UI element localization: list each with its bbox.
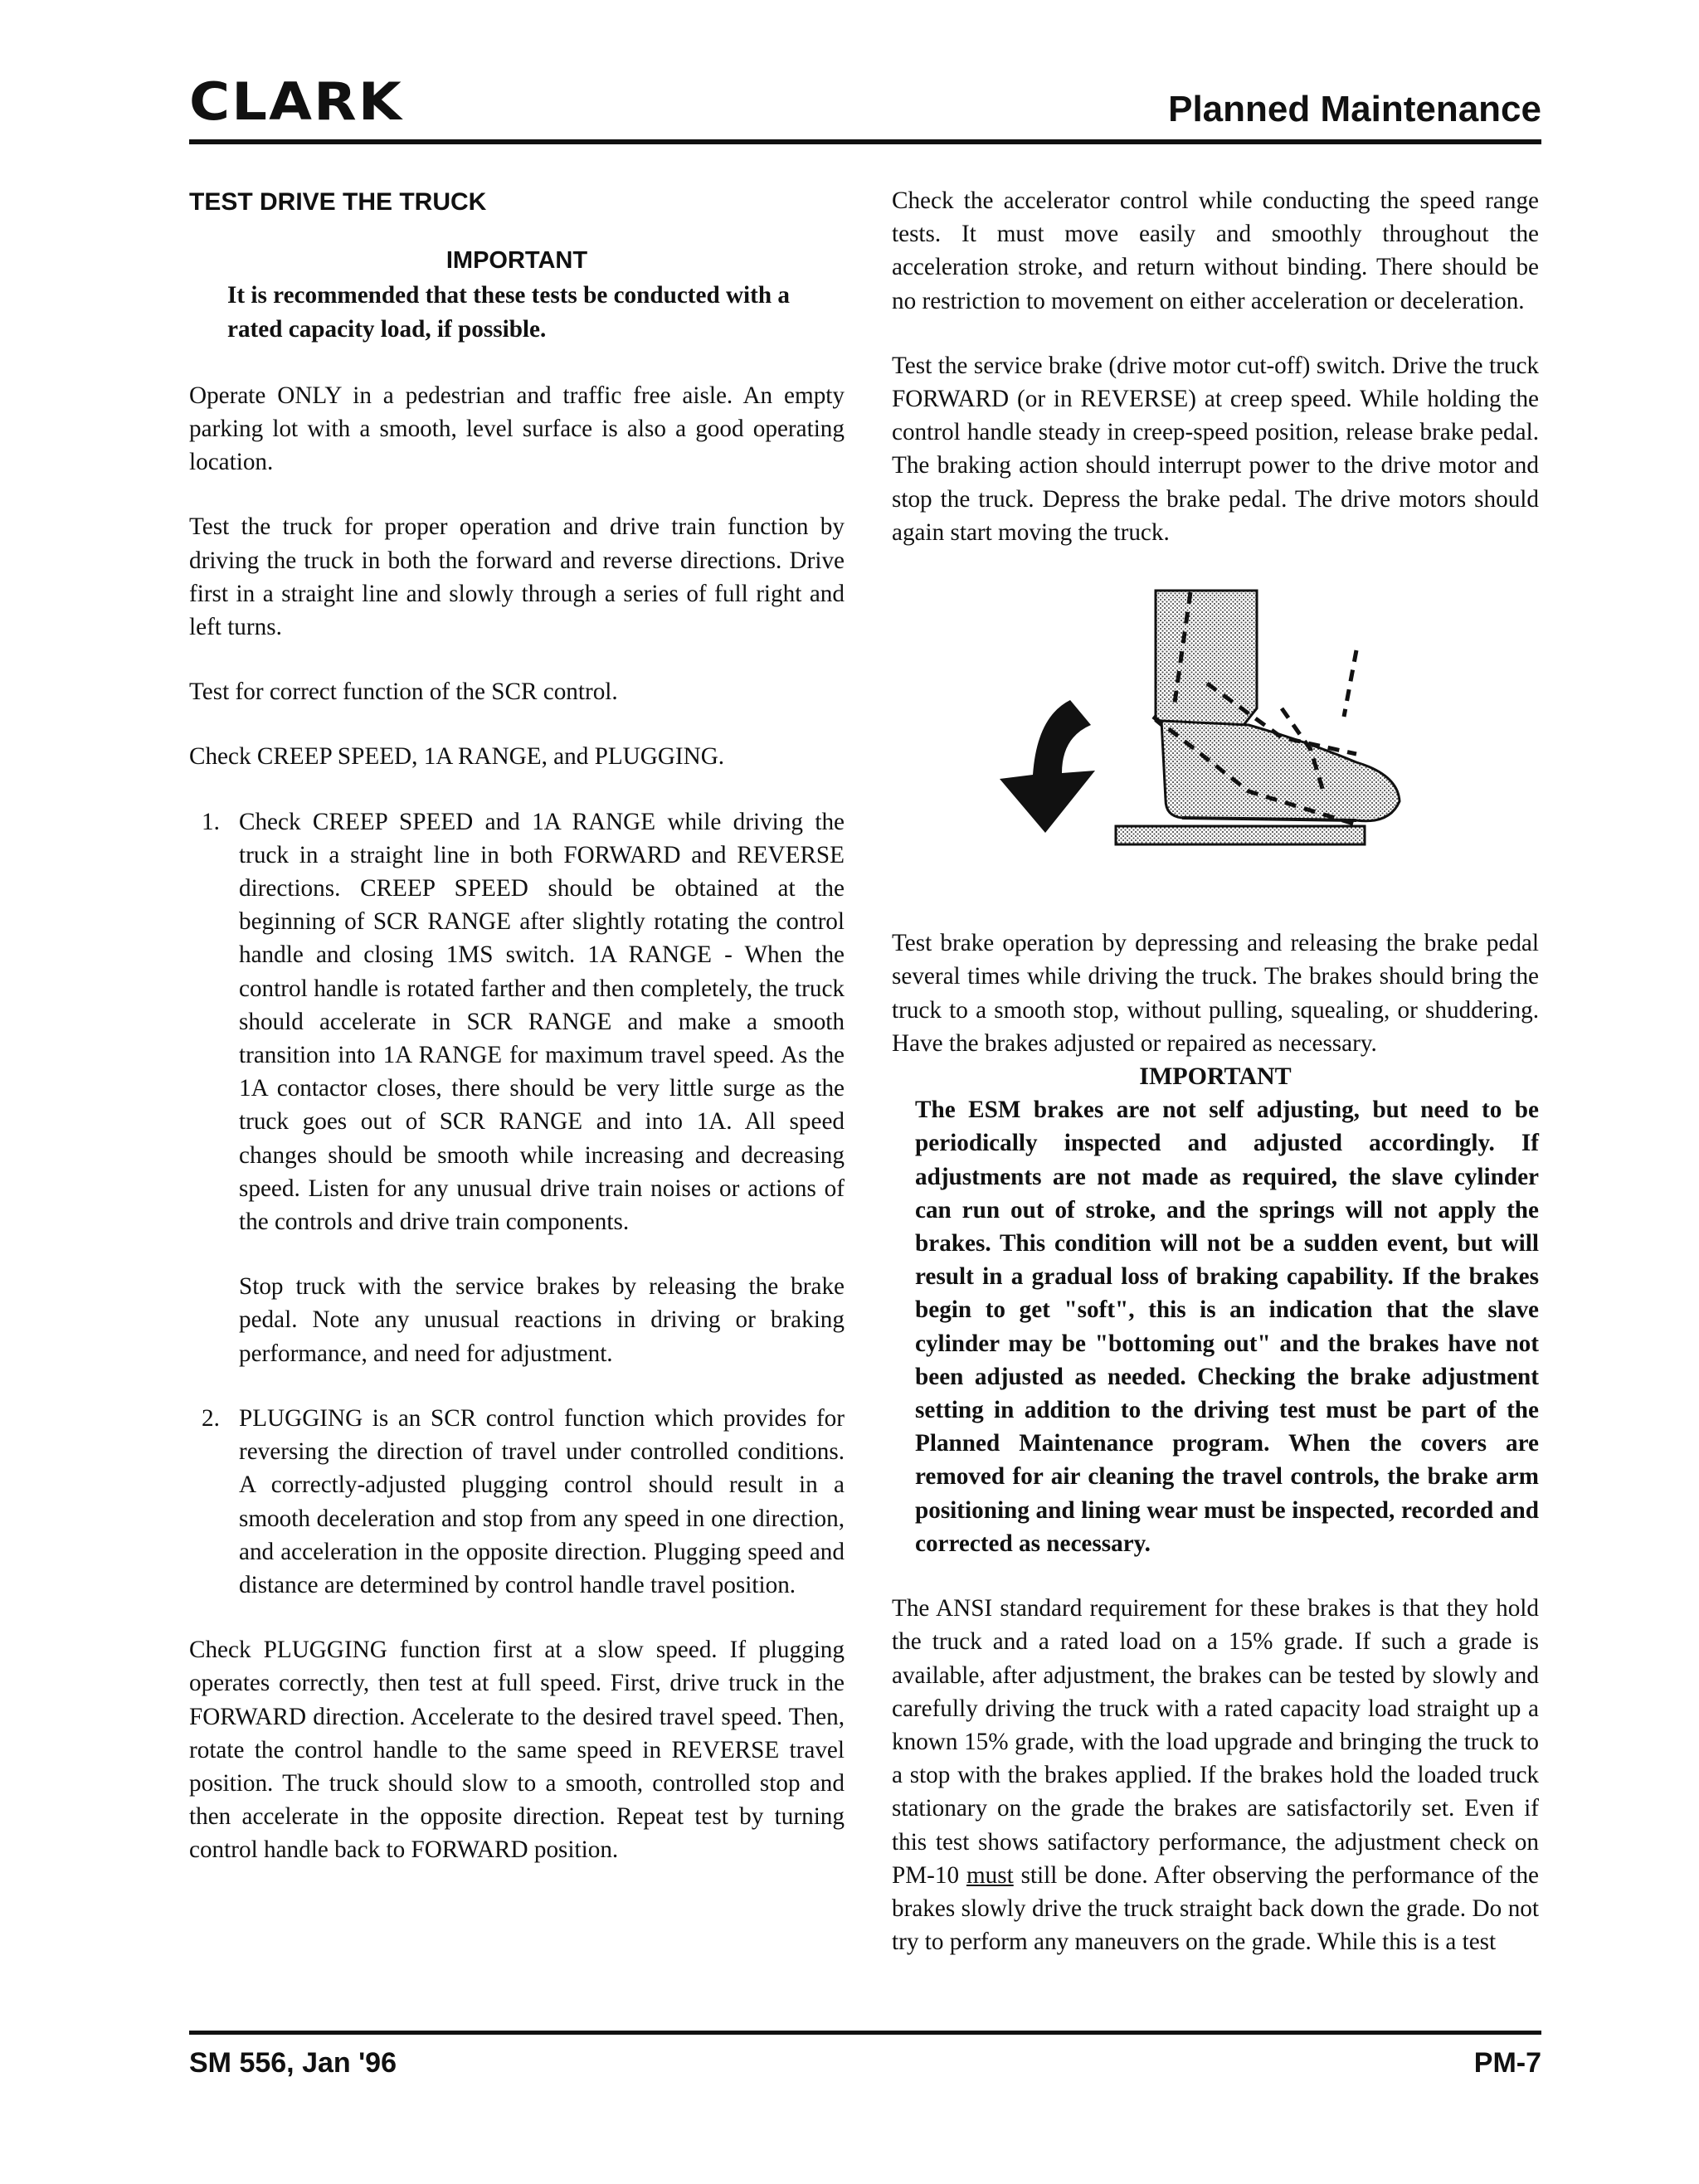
important-title: IMPORTANT <box>1139 1063 1292 1091</box>
paragraph-scr: Test for correct function of the SCR control. <box>189 679 618 706</box>
left-column <box>189 184 845 1899</box>
paragraph-check: Check CREEP SPEED, 1A RANGE, and PLUGGING. <box>189 743 725 771</box>
footer-manual-ref: SM 556, Jan '96 <box>189 2047 397 2079</box>
paragraph-brake-operation: Test brake operation by depressing and releasing the brake pedal several times while driving the truck. The brakes should bring the truck to a smooth stop, without pulling, squealing, or shuddering. Have the brakes adjusted or repaired as necessary. <box>892 930 1539 1057</box>
paragraph-ansi <box>892 1592 1539 1958</box>
list-item-text: Stop truck with the service brakes by releasing the brake pedal. Note any unusual reactions in driving or braking performance, and need for adjustment. <box>239 1273 845 1367</box>
important-note <box>189 244 845 346</box>
paragraph-service-brake: Test the service brake (drive motor cut-off) switch. Drive the truck FORWARD (or in REVERSE) at creep speed. While holding the control handle steady in creep-speed position, release brake pedal. The braking action should interrupt power to the drive motor and stop the truck. Depress the brake pedal. The drive motors should again start moving the truck. <box>892 352 1539 546</box>
ansi-text: The ANSI standard requirement for these brakes is that they hold the truck and a rated load on a 15% grade. If such a grade is available, after adjustment, the brakes can be tested by slowly and carefully driving the truck with a rated capacity load straight up a known 15% grade, with the load upgrade and bringing the truck to a stop with the brakes applied. If the brakes hold the loaded truck stationary on the grade the brakes are satisfactorily set. Even if this test shows satifactory performance, the adjustment check on PM-10 <box>892 1595 1539 1889</box>
clark-logo: CLARK <box>189 71 403 132</box>
list-item-text: Check CREEP SPEED and 1A RANGE while driving the truck in a straight line in both FORWARD and REVERSE directions. CREEP SPEED should be obtained at the beginning of SCR RANGE after slightly rotating the control handle and closing 1MS switch. 1A RANGE - When the control handle is rotated farther and then completely, the truck should accelerate in SCR RANGE and make a smooth transition into 1A RANGE for maximum travel speed. As the 1A contactor closes, there should be very little surge as the truck goes out of SCR RANGE and into 1A. All speed changes should be smooth while increasing and decreasing speed. Listen for any unusual drive train noises or actions of the controls and drive train components. <box>239 808 845 1236</box>
check-list <box>189 805 845 1602</box>
important-title: IMPORTANT <box>445 247 588 275</box>
list-item <box>189 1402 845 1602</box>
footer-rule <box>189 2031 1541 2035</box>
emphasis-must: must <box>966 1861 1014 1889</box>
paragraph-plugging: Check PLUGGING function first at a slow speed. If plugging operates correctly, then test at full speed. First, drive truck in the FORWARD direction. Accelerate to the desired travel speed. Then, rotate the control handle to the same speed in REVERSE travel position. The truck should slow to a smooth, controlled stop and then accelerate in the opposite direction. Repeat test by turning control handle back to FORWARD position. <box>189 1637 845 1864</box>
paragraph-accelerator: Check the accelerator control while conducting the speed range tests. It must move easily and smoothly throughout the acceleration stroke, and return without binding. There should be no restriction to movement on either acceleration or deceleration. <box>892 187 1539 314</box>
brake-pedal-illustration <box>892 584 1539 891</box>
ansi-text-continued: still be done. After observing the performance of the brakes slowly drive the truck straight back down the grade. Do not try to perform any maneuvers on the grade. While this is a test <box>892 1861 1539 1956</box>
important-text: It is recommended that these tests be conducted with a rated capacity load, if possible. <box>227 282 791 343</box>
paragraph-test-truck: Test the truck for proper operation and drive train function by driving the truck in both the forward and reverse directions. Drive first in a straight line and slowly through a series of full right and left turns. <box>189 513 845 641</box>
right-column <box>892 184 1539 1990</box>
list-item-text: PLUGGING is an SCR control function which provides for reversing the direction of travel under controlled conditions. A correctly-adjusted plugging control should result in a smooth deceleration and stop from any speed in one direction, and acceleration in the opposite direction. Plugging speed and distance are determined by control handle travel position. <box>239 1404 845 1598</box>
test-drive-heading: TEST DRIVE THE TRUCK <box>189 188 487 216</box>
important-text: The ESM brakes are not self adjusting, but need to be periodically inspected and adjusted accordingly. If adjustments are not made as required, the slave cylinder can run out of stroke, and the springs will not apply the brakes. This condition will not be a sudden event, but will result in a gradual loss of braking capability. If the brakes begin to get "soft", this is an indication that the slave cylinder may be "bottoming out" and the brakes have not been adjusted as needed. Checking the brake adjustment setting in addition to the driving test must be part of the Planned Maintenance program. When the covers are removed for air cleaning the travel controls, the brake arm positioning and lining wear must be inspected, recorded and corrected as necessary. <box>915 1097 1539 1557</box>
paragraph-operate: Operate ONLY in a pedestrian and traffic free aisle. An empty parking lot with a smooth, level surface is also a good operating location. <box>189 382 845 476</box>
list-number: 1. <box>202 808 220 835</box>
section-title: Planned Maintenance <box>1168 89 1541 129</box>
list-number: 2. <box>202 1404 220 1432</box>
page-number: PM-7 <box>1473 2047 1541 2079</box>
header-rule <box>189 139 1541 144</box>
list-item <box>189 805 845 1370</box>
